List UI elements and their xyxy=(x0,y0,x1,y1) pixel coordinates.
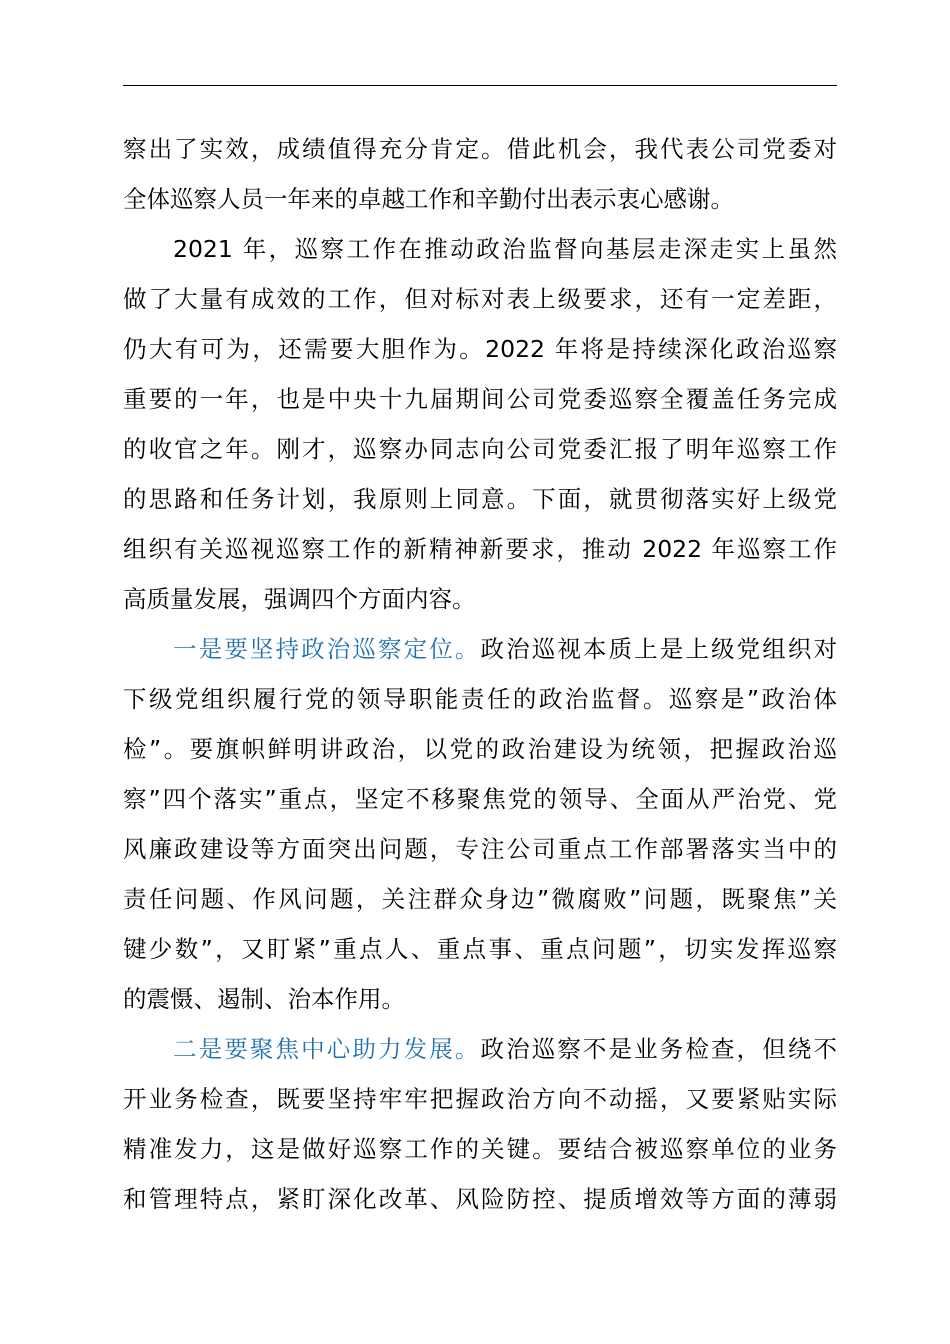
body-text xyxy=(123,124,837,1224)
text-line: 全体巡察人员一年来的卓越工作和辛勤付出表示衷心感谢。 xyxy=(123,185,734,213)
text-line: 精准发力，这是做好巡察工作的关键。要结合被巡察单位的业务 xyxy=(123,1135,837,1163)
paragraph-4 xyxy=(123,1024,837,1224)
text-line: 责任问题、作风问题，关注群众身边”微腐败”问题，既聚焦”关 xyxy=(123,885,837,913)
text-line: 重要的一年，也是中央十九届期间公司党委巡察全覆盖任务完成 xyxy=(123,385,837,413)
text-line: 的思路和任务计划，我原则上同意。下面，就贯彻落实好上级党 xyxy=(123,485,837,513)
text-line: 做了大量有成效的工作，但对标对表上级要求，还有一定差距， xyxy=(123,285,837,313)
text-run: 政治巡察不是业务检查，但绕不 xyxy=(480,1035,838,1063)
paragraph-3 xyxy=(123,624,837,1024)
text-line: 键少数”，又盯紧”重点人、重点事、重点问题”，切实发挥巡察 xyxy=(123,935,837,963)
section-heading: 一是要坚持政治巡察定位。 xyxy=(173,635,481,663)
text-line: 和管理特点，紧盯深化改革、风险防控、提质增效等方面的薄弱 xyxy=(123,1185,837,1213)
paragraph-2 xyxy=(123,224,837,624)
text-line: 开业务检查，既要坚持牢牢把握政治方向不动摇，又要紧贴实际 xyxy=(123,1085,837,1113)
paragraph-1 xyxy=(123,124,837,224)
text-line: 组织有关巡视巡察工作的新精神新要求，推动 2022 年巡察工作 xyxy=(123,535,837,563)
text-line: 高质量发展，强调四个方面内容。 xyxy=(123,585,476,613)
text-line: 下级党组织履行党的领导职能责任的政治监督。巡察是”政治体 xyxy=(123,685,837,713)
text-line xyxy=(123,1024,837,1074)
text-line: 的震慑、遏制、治本作用。 xyxy=(123,985,405,1013)
section-heading: 二是要聚焦中心助力发展。 xyxy=(173,1035,481,1063)
text-line xyxy=(123,624,837,674)
text-line: 检”。要旗帜鲜明讲政治，以党的政治建设为统领，把握政治巡 xyxy=(123,735,837,763)
text-line: 2021 年，巡察工作在推动政治监督向基层走深走实上虽然 xyxy=(173,235,837,263)
text-run: 政治巡视本质上是上级党组织对 xyxy=(480,635,838,663)
header-rule xyxy=(123,85,837,86)
text-line: 察出了实效，成绩值得充分肯定。借此机会，我代表公司党委对 xyxy=(123,135,837,163)
text-line: 察”四个落实”重点，坚定不移聚焦党的领导、全面从严治党、党 xyxy=(123,785,837,813)
text-line: 风廉政建设等方面突出问题，专注公司重点工作部署落实当中的 xyxy=(123,835,837,863)
text-line: 的收官之年。刚才，巡察办同志向公司党委汇报了明年巡察工作 xyxy=(123,435,837,463)
text-line: 仍大有可为，还需要大胆作为。2022 年将是持续深化政治巡察 xyxy=(123,335,837,363)
